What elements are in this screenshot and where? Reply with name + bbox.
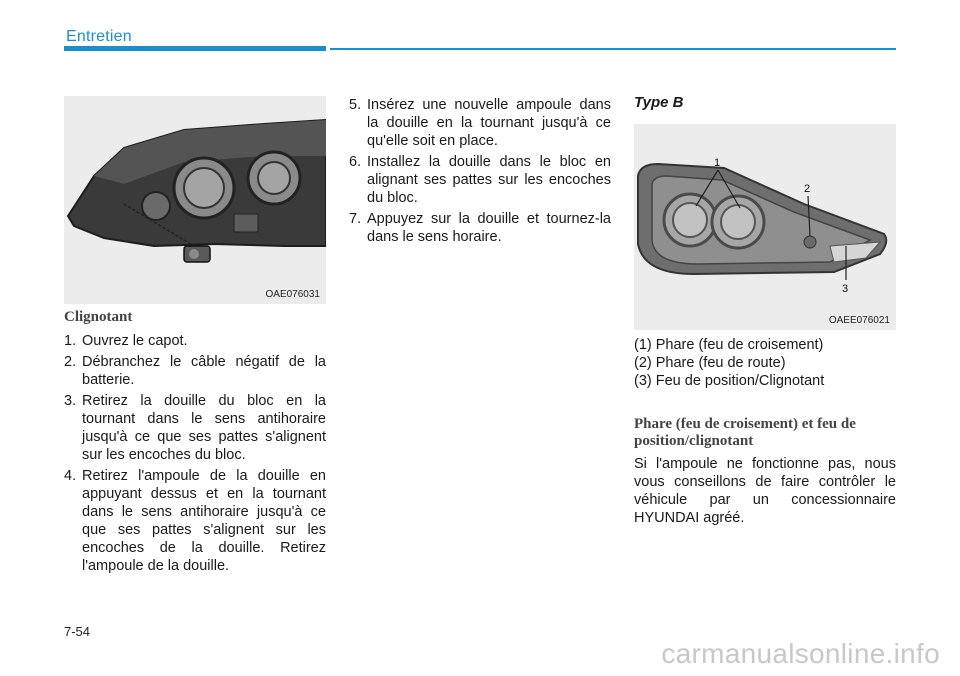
list-item: 1. Ouvrez le capot. — [64, 333, 188, 349]
list-item: 6. Installez la douille dans le bloc en alignant ses pattes sur les encoches du bloc. — [349, 154, 611, 206]
left-steps-list — [64, 332, 326, 575]
right-column — [634, 336, 896, 527]
left-column — [64, 309, 326, 578]
section-title: Entretien — [66, 28, 132, 45]
callout-1: 1 — [714, 157, 721, 169]
middle-steps-list — [349, 96, 611, 246]
list-item: 4. Retirez l'ampoule de la douille en appuyant dessus et en la tournant dans le sens antihoraire jusqu'à ce que ses pattes s'alignent sur les encoches de la douille. Retirez l'ampoule de la douille. — [64, 468, 326, 574]
watermark: carmanualsonline.info — [661, 638, 940, 669]
page-number: 7-54 — [64, 624, 91, 639]
figure-code-right: OAEE076021 — [828, 315, 890, 326]
list-item: 3. Retirez la douille du bloc en la tournant dans le sens antihoraire jusqu'à ce que ses pattes s'alignent sur les encoches du bloc. — [64, 393, 326, 463]
list-item: 5. Insérez une nouvelle ampoule dans la douille en la tournant jusqu'à ce qu'elle soit en place. — [349, 97, 611, 149]
headlamp-rear-illustration — [64, 96, 326, 304]
turn-signal-heading: Clignotant — [64, 309, 133, 325]
callout-2: 2 — [804, 183, 811, 195]
headlamp-rear-figure — [64, 96, 326, 304]
list-item: 7. Appuyez sur la douille et tournez-la dans le sens horaire. — [349, 211, 611, 245]
legend-item: (3) Feu de position/Clignotant — [634, 373, 825, 389]
middle-column — [349, 96, 611, 249]
list-item: 2. Débranchez le câble négatif de la batterie. — [64, 354, 326, 388]
type-b-heading-wrap — [634, 94, 896, 112]
header-rule-thin — [330, 48, 896, 50]
type-b-heading: Type B — [634, 94, 684, 111]
legend-item: (1) Phare (feu de croisement) — [634, 337, 824, 353]
headlamp-front-figure — [634, 124, 896, 330]
figure-code-left: OAE076031 — [265, 289, 320, 300]
headlamp-front-illustration — [634, 124, 896, 330]
callout-3: 3 — [842, 283, 849, 295]
dealer-advice-paragraph: Si l'ampoule ne fonctionne pas, nous vous conseillons de faire contrôler le véhicule par un concessionnaire HYUNDAI agréé. — [634, 456, 896, 526]
legend-item: (2) Phare (feu de route) — [634, 355, 786, 371]
header-rule-thick — [64, 46, 326, 51]
low-beam-position-heading: Phare (feu de croisement) et feu de position/clignotant — [634, 416, 856, 449]
